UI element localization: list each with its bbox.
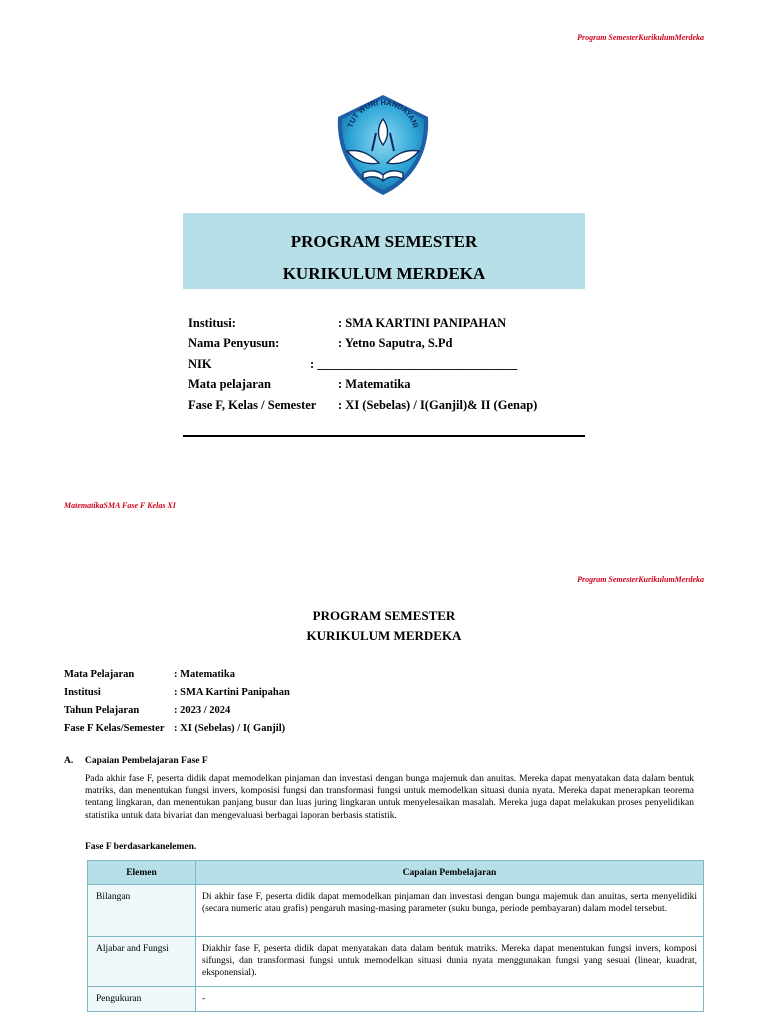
table-row (88, 937, 704, 987)
cover-info-label: Mata pelajaran (188, 377, 271, 392)
cover-info-value: : ________________________________ (310, 356, 518, 371)
cover-info-row (188, 375, 537, 396)
table-cell-capaian: Di akhir fase F, peserta didik dapat memodelkan pinjaman dan investasi dengan bunga majemuk dan anuitas, serta menyelidiki (secara numeric atau grafis) pengaruh masing-masing parameter (suku bunga, periode pembayaran) dalam model tersebut. (196, 885, 704, 937)
cover-info (188, 313, 537, 416)
tut-wuri-handayani-logo (333, 93, 433, 197)
capaian-paragraph: Pada akhir fase F, peserta didik dapat memodelkan pinjaman dan investasi dengan bunga majemuk dan anuitas. Mereka dapat menyatakan data dalam bentuk matriks, dan menentukan fungsi invers, komposisi fungsi dan transformasi fungsi untuk memodelkan situasi dunia nyata. Mereka dapat menerapkan teorema tentang lingkaran, dan menentukan panjang busur dan luas juring lingkaran untuk menyelesaikan masalah. Mereka juga dapat melakukan proses penyelidikan statistika untuk data bivariat dan mengevaluasi berbagai laporan berbasis statistik. (85, 774, 694, 821)
page2-info-label: Fase F Kelas/Semester (64, 722, 165, 734)
running-footer: MatematikaSMA Fase F Kelas XI (64, 501, 176, 510)
page2-info-value: : XI (Sebelas) / I( Ganjil) (174, 722, 286, 734)
page2-info-value: : Matematika (174, 668, 235, 680)
table-cell-capaian: - (196, 987, 704, 1012)
cover-info-row (188, 354, 537, 375)
cover-info-value: : SMA KARTINI PANIPAHAN (338, 315, 507, 330)
table-header-elemen: Elemen (88, 861, 196, 885)
page2-title-line1: PROGRAM SEMESTER (312, 608, 456, 623)
cover-title-box (183, 213, 585, 289)
table-cell-elemen: Aljabar and Fungsi (88, 937, 196, 987)
cover-info-value: : Yetno Saputra, S.Pd (338, 336, 453, 351)
page2-info (64, 665, 290, 737)
capaian-table (87, 860, 704, 1012)
table-cell-elemen: Bilangan (88, 885, 196, 937)
table-row (88, 987, 704, 1012)
cover-info-value: : Matematika (338, 377, 411, 392)
page2-info-value: : SMA Kartini Panipahan (174, 686, 290, 698)
cover-info-value: : XI (Sebelas) / I(Ganjil)& II (Genap) (338, 397, 538, 412)
cover-info-label: Nama Penyusun: (188, 336, 280, 351)
cover-info-label: Fase F, Kelas / Semester (188, 397, 317, 412)
page2-info-label: Mata Pelajaran (64, 668, 135, 680)
cover-title-line1: PROGRAM SEMESTER (290, 232, 478, 251)
page2-info-row (64, 719, 290, 737)
cover-info-row (188, 395, 537, 416)
cover-info-label: NIK (188, 356, 212, 371)
section-a-title: Capaian Pembelajaran Fase F (85, 756, 208, 766)
page2-info-value: : 2023 / 2024 (174, 704, 231, 716)
running-header: Program SemesterKurikulumMerdeka (577, 33, 704, 42)
cover-divider (183, 435, 585, 437)
table-cell-capaian: Diakhir fase F, peserta didik dapat menyatakan data dalam bentuk matriks. Mereka dapat menentukan fungsi invers, komposi sifungsi, dan transformasi fungsi untuk memodelkan situasi dunia nyata menggunakan fungsi yang sesuai (linear, kuadrat, eksponensial). (196, 937, 704, 987)
cover-info-label: Institusi: (188, 315, 236, 330)
section-a-number: A. (64, 756, 74, 766)
page2-info-row (64, 665, 290, 683)
page2-info-row (64, 701, 290, 719)
page2-info-label: Tahun Pelajaran (64, 704, 140, 716)
page2-info-row (64, 683, 290, 701)
table-row (88, 885, 704, 937)
cover-info-row (188, 334, 537, 355)
fase-label: Fase F berdasarkanelemen. (85, 842, 197, 852)
table-header-capaian: Capaian Pembelajaran (196, 861, 704, 885)
section-a-heading (64, 756, 208, 766)
table-cell-elemen: Pengukuran (88, 987, 196, 1012)
page2-title-line2: KURIKULUM MERDEKA (306, 628, 462, 643)
table-header-row (88, 861, 704, 885)
svg-text:TUT WURI HANDAYANI: TUT WURI HANDAYANI (345, 97, 421, 129)
cover-title-line2: KURIKULUM MERDEKA (282, 264, 486, 283)
cover-info-row (188, 313, 537, 334)
page2-info-label: Institusi (64, 686, 101, 698)
page2-title (0, 606, 768, 646)
running-header: Program SemesterKurikulumMerdeka (577, 575, 704, 584)
